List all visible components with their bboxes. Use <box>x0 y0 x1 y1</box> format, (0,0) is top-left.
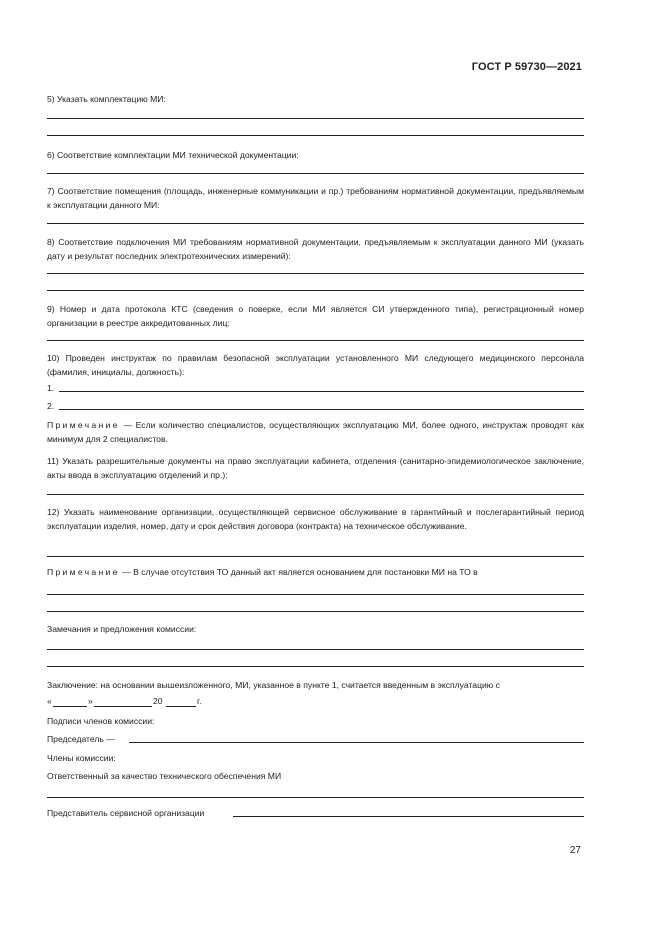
fill-line[interactable] <box>47 223 584 224</box>
note-1 <box>47 418 584 446</box>
date-close-quote: » <box>88 696 93 706</box>
note-2-label: Примечание <box>47 567 120 577</box>
item-5: 5) Указать комплектацию МИ: <box>47 94 166 104</box>
note-2 <box>47 565 584 579</box>
commission-remarks: Замечания и предложения комиссии: <box>47 624 197 634</box>
signatures-heading: Подписи членов комиссии: <box>47 716 155 726</box>
staff-row-1-line[interactable] <box>59 391 584 392</box>
page-number: 27 <box>569 845 581 856</box>
note-1-text: — Если количество специалистов, осуществляющих эксплуатацию МИ, более одного, инструктаж проводят как минимум для 2 специалистов. <box>47 420 584 444</box>
responsible-label: Ответственный за качество технического обеспечения МИ <box>47 771 282 781</box>
fill-line[interactable] <box>47 135 584 136</box>
responsible-signature-line[interactable] <box>47 797 584 798</box>
fill-line[interactable] <box>47 611 584 612</box>
item-7: 7) Соответствие помещения (площадь, инженерные коммуникации и пр.) требованиям нормативной документации, предъявляемым к эксплуатации данного МИ: <box>47 186 584 210</box>
date-open-quote: « <box>47 696 52 706</box>
fill-line[interactable] <box>47 290 584 291</box>
item-6: 6) Соответствие комплектации МИ технической документации: <box>47 150 299 160</box>
date-suffix: г. <box>197 696 202 706</box>
date-year-prefix: 20 <box>153 696 163 706</box>
date-month-field[interactable] <box>94 706 152 707</box>
fill-line[interactable] <box>47 594 584 595</box>
service-rep-signature-line[interactable] <box>233 816 584 817</box>
item-11: 11) Указать разрешительные документы на право эксплуатации кабинета, отделения (санитарно-эпидемиологическое заключение, акты ввода в эксплуатацию отделений и пр.): <box>47 456 584 480</box>
item-10: 10) Проведен инструктаж по правилам безопасной эксплуатации установленного МИ следующего медицинского персонала (фамилия, инициалы, должность): <box>47 353 584 377</box>
item-9: 9) Номер и дата протокола КТС (сведения о поверке, если МИ является СИ утвержденного типа), регистрационный номер организации в реестре аккредитованных лиц: <box>47 304 584 328</box>
staff-row-2-label: 2. <box>47 401 55 411</box>
conclusion: Заключение: на основании вышеизложенного, МИ, указанное в пункте 1, считается введенным в эксплуатацию с <box>47 680 500 690</box>
chairman-signature-line[interactable] <box>129 742 584 743</box>
fill-line[interactable] <box>47 118 584 119</box>
date-year-field[interactable] <box>166 706 196 707</box>
fill-line[interactable] <box>47 173 584 174</box>
chairman-label: Председатель — <box>47 734 115 744</box>
service-rep-label: Представитель сервисной организации <box>47 808 205 818</box>
members-heading: Члены комиссии: <box>47 753 116 763</box>
fill-line[interactable] <box>47 649 584 650</box>
standard-number: ГОСТ Р 59730—2021 <box>471 61 582 73</box>
fill-line[interactable] <box>47 494 584 495</box>
fill-line[interactable] <box>47 273 584 274</box>
staff-row-1-label: 1. <box>47 383 55 393</box>
staff-row-2-line[interactable] <box>59 409 584 410</box>
fill-line[interactable] <box>47 666 584 667</box>
item-8: 8) Соответствие подключения МИ требованиям нормативной документации, предъявляемым к эксплуатации данного МИ (указать дату и результат последних электротехнических измерений): <box>47 237 584 261</box>
item-12: 12) Указать наименование организации, осуществляющей сервисное обслуживание в гарантийный и послегарантийный период эксплуатации изделия, номер, дату и срок действия договора (контракта) на техническое обслуживание. <box>47 507 584 531</box>
date-day-field[interactable] <box>53 706 87 707</box>
note-1-label: Примечание <box>47 420 120 430</box>
fill-line[interactable] <box>47 556 584 557</box>
note-2-text: — В случае отсутствия ТО данный акт является основанием для постановки МИ на ТО в <box>119 567 478 577</box>
fill-line[interactable] <box>47 340 584 341</box>
